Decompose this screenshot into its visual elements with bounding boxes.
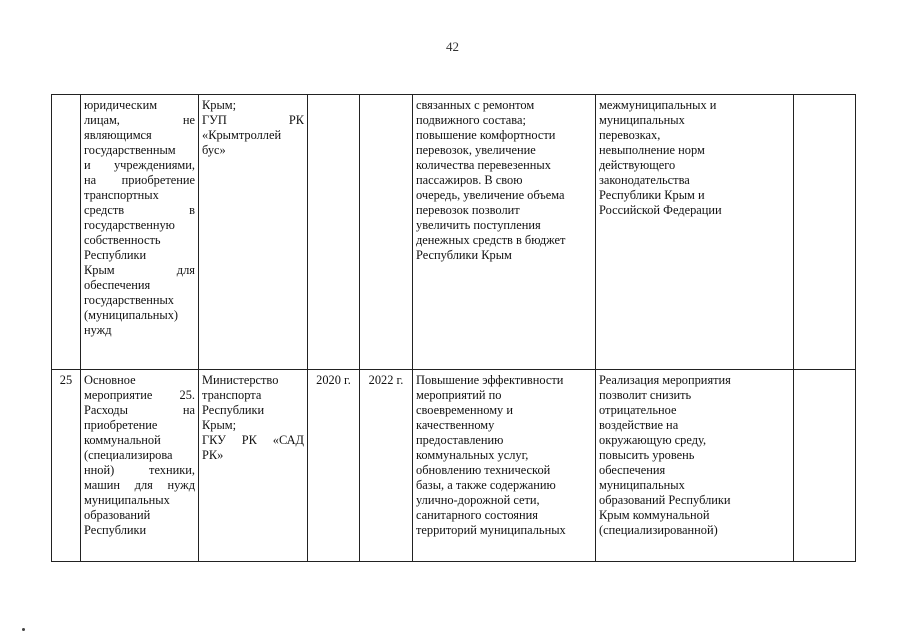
expected-result-cell-line: своевременному и: [416, 403, 513, 417]
measure-name-cell-line: государственным: [84, 143, 176, 157]
consequence-cell-line: окружающую среду,: [599, 433, 707, 447]
expected-result-cell: [413, 95, 596, 370]
expected-result-cell-line: перевозок позволит: [416, 203, 520, 217]
expected-result-cell-line: улично-дорожной сети,: [416, 493, 540, 507]
start-year-cell: [308, 95, 360, 370]
consequence-cell-line: перевозках,: [599, 128, 661, 142]
expected-result-cell-line: территорий муниципальных: [416, 523, 566, 537]
consequence-cell-line: отрицательное: [599, 403, 677, 417]
measure-name-cell-line: обеспечения: [84, 278, 151, 292]
expected-result-cell-line: качественному: [416, 418, 495, 432]
row-number-cell: 25: [52, 370, 81, 562]
measure-name-cell-line: приобретение: [84, 418, 158, 432]
executor-cell: [199, 370, 308, 562]
end-year-cell: 2022 г.: [360, 370, 413, 562]
executor-cell-line: «Крымтроллей: [202, 128, 282, 142]
related-indicator-cell: [794, 370, 856, 562]
measure-name-cell-line: собственность: [84, 233, 161, 247]
consequence-cell-line: межмуниципальных и: [599, 98, 717, 112]
measure-name-cell-line: средств в: [84, 203, 195, 217]
measure-name-cell-line: государственную: [84, 218, 175, 232]
measure-name-cell: [81, 370, 199, 562]
scan-speck: [22, 628, 25, 631]
end-year-cell: [360, 95, 413, 370]
measure-name-cell-line: машин для нужд: [84, 478, 195, 492]
measure-name-cell-line: юридическим: [84, 98, 158, 112]
measure-name-cell-line: Расходы на: [84, 403, 195, 417]
measure-name-cell-line: являющимся: [84, 128, 152, 142]
expected-result-cell-line: коммунальных услуг,: [416, 448, 529, 462]
executor-cell-line: Крым;: [202, 418, 237, 432]
measure-name-cell-line: Республики: [84, 248, 147, 262]
consequence-cell-line: Крым коммунальной: [599, 508, 710, 522]
expected-result-cell-line: санитарного состояния: [416, 508, 538, 522]
consequence-cell-line: муниципальных: [599, 478, 685, 492]
expected-result-cell-line: Республики Крым: [416, 248, 512, 262]
executor-cell-line: ГКУ РК «САД: [202, 433, 304, 447]
row-number-cell: [52, 95, 81, 370]
expected-result-cell-line: предоставлению: [416, 433, 504, 447]
consequence-cell-line: воздействие на: [599, 418, 679, 432]
measure-name-cell-line: нной) техники,: [84, 463, 195, 477]
consequence-cell-line: Российской Федерации: [599, 203, 722, 217]
measure-name-cell-line: Крым для: [84, 263, 195, 277]
consequence-cell-line: повысить уровень: [599, 448, 695, 462]
consequence-cell-line: обеспечения: [599, 463, 666, 477]
executor-cell-line: ГУП РК: [202, 113, 304, 127]
expected-result-cell-line: перевозок, увеличение: [416, 143, 536, 157]
consequence-cell-line: муниципальных: [599, 113, 685, 127]
executor-cell-line: РК»: [202, 448, 224, 462]
measure-name-cell-line: мероприятие 25.: [84, 388, 195, 402]
consequence-cell-line: (специализированной): [599, 523, 718, 537]
expected-result-cell-line: обновлению технической: [416, 463, 551, 477]
expected-result-cell-line: повышение комфортности: [416, 128, 556, 142]
consequence-cell-line: законодательства: [599, 173, 690, 187]
measure-name-cell-line: лицам, не: [84, 113, 195, 127]
expected-result-cell-line: очередь, увеличение объема: [416, 188, 565, 202]
consequence-cell: [596, 370, 794, 562]
start-year-cell: 2020 г.: [308, 370, 360, 562]
expected-result-cell-line: количества перевезенных: [416, 158, 551, 172]
table-row: [52, 370, 856, 562]
measure-name-cell-line: образований: [84, 508, 151, 522]
related-indicator-cell: [794, 95, 856, 370]
executor-cell-line: Крым;: [202, 98, 237, 112]
measure-name-cell-line: и учреждениями,: [84, 158, 195, 172]
expected-result-cell-line: пассажиров. В свою: [416, 173, 523, 187]
executor-cell: [199, 95, 308, 370]
expected-result-cell-line: Повышение эффективности: [416, 373, 564, 387]
measure-name-cell-line: (муниципальных): [84, 308, 179, 322]
expected-result-cell-line: увеличить поступления: [416, 218, 541, 232]
consequence-cell-line: образований Республики: [599, 493, 731, 507]
measure-name-cell-line: Республики: [84, 523, 147, 537]
table-row: [52, 95, 856, 370]
measure-name-cell-line: Основное: [84, 373, 136, 387]
expected-result-cell-line: связанных с ремонтом: [416, 98, 535, 112]
executor-cell-line: транспорта: [202, 388, 262, 402]
page-number: 42: [446, 39, 459, 54]
measure-name-cell-line: нужд: [84, 323, 112, 337]
consequence-cell-line: позволит снизить: [599, 388, 692, 402]
measure-name-cell-line: государственных: [84, 293, 175, 307]
measure-name-cell-line: транспортных: [84, 188, 159, 202]
measure-name-cell-line: муниципальных: [84, 493, 170, 507]
consequence-cell-line: Реализация мероприятия: [599, 373, 731, 387]
expected-result-cell: [413, 370, 596, 562]
program-measures-table: [51, 94, 856, 562]
measure-name-cell: [81, 95, 199, 370]
expected-result-cell-line: подвижного состава;: [416, 113, 526, 127]
executor-cell-line: бус»: [202, 143, 226, 157]
measure-name-cell-line: коммунальной: [84, 433, 161, 447]
measure-name-cell-line: (специализирова: [84, 448, 173, 462]
executor-cell-line: Министерство: [202, 373, 279, 387]
consequence-cell-line: невыполнение норм: [599, 143, 705, 157]
consequence-cell-line: Республики Крым и: [599, 188, 705, 202]
consequence-cell-line: действующего: [599, 158, 676, 172]
executor-cell-line: Республики: [202, 403, 265, 417]
expected-result-cell-line: денежных средств в бюджет: [416, 233, 566, 247]
measure-name-cell-line: на приобретение: [84, 173, 195, 187]
consequence-cell: [596, 95, 794, 370]
expected-result-cell-line: мероприятий по: [416, 388, 502, 402]
expected-result-cell-line: базы, а также содержанию: [416, 478, 556, 492]
